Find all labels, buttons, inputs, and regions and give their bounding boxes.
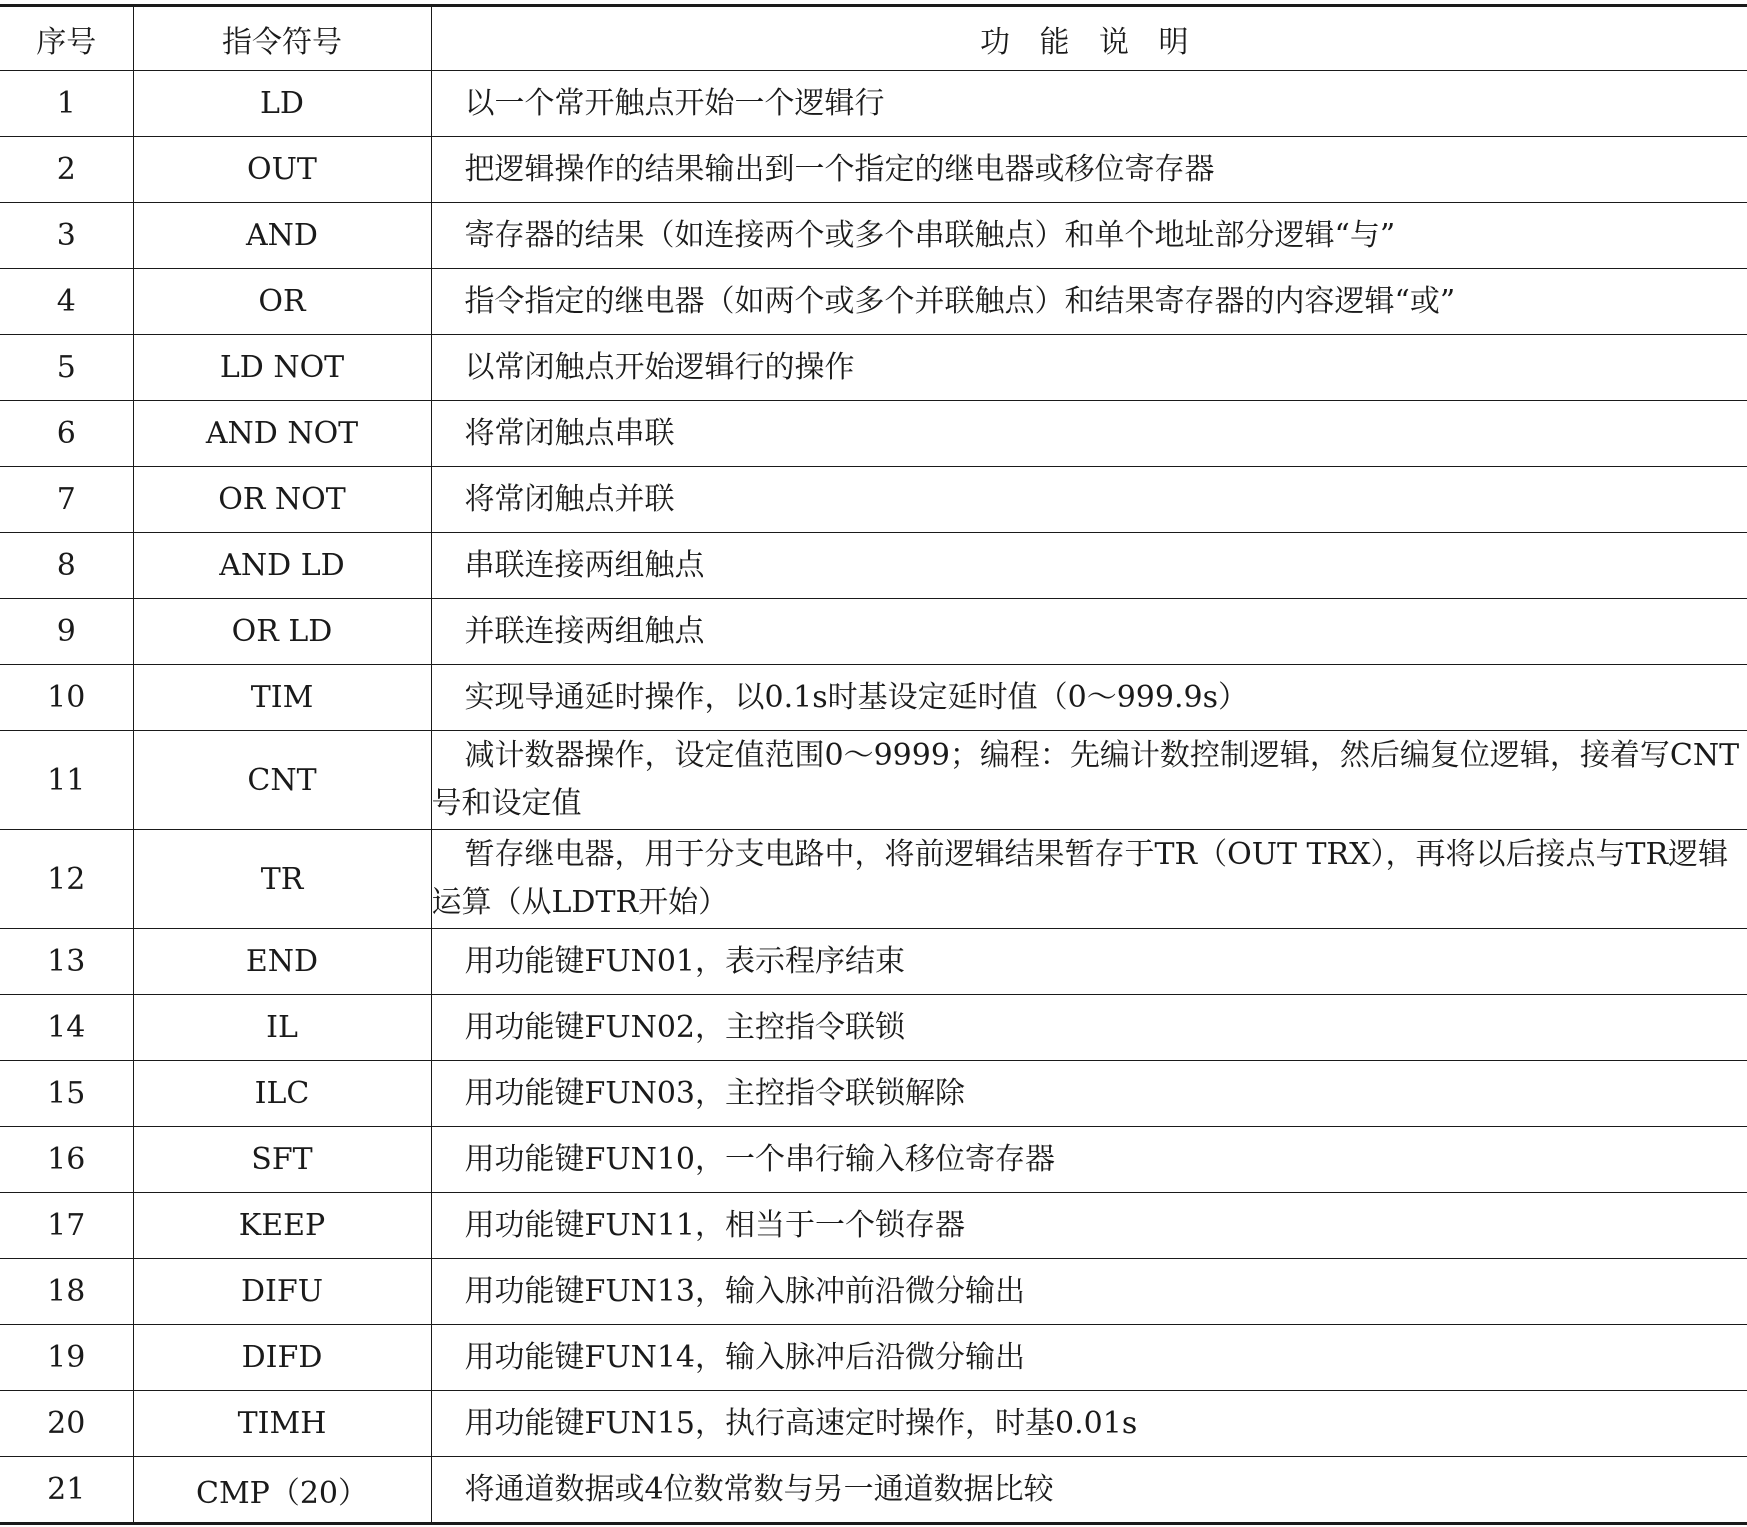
- cell-description: 用功能键FUN01，表示程序结束: [431, 929, 1747, 995]
- cell-description: 减计数器操作，设定值范围0～9999；编程：先编计数控制逻辑，然后编复位逻辑，接着写CNT号和设定值: [431, 731, 1747, 830]
- cell-symbol: OR NOT: [133, 467, 431, 533]
- cell-symbol: OR: [133, 269, 431, 335]
- cell-symbol: AND LD: [133, 533, 431, 599]
- table-row: [0, 467, 1747, 533]
- header-description: 功 能 说 明: [431, 6, 1747, 71]
- cell-description: 把逻辑操作的结果输出到一个指定的继电器或移位寄存器: [431, 137, 1747, 203]
- cell-symbol: CNT: [133, 731, 431, 830]
- table-row: [0, 269, 1747, 335]
- table-row: [0, 665, 1747, 731]
- table-row: [0, 1259, 1747, 1325]
- cell-description: 将常闭触点并联: [431, 467, 1747, 533]
- cell-symbol: DIFU: [133, 1259, 431, 1325]
- cell-symbol: CMP（20）: [133, 1457, 431, 1524]
- cell-no: 15: [0, 1061, 133, 1127]
- cell-symbol: OR LD: [133, 599, 431, 665]
- table-row: [0, 1325, 1747, 1391]
- cell-symbol: TIMH: [133, 1391, 431, 1457]
- cell-no: 6: [0, 401, 133, 467]
- cell-description: 用功能键FUN14，输入脉冲后沿微分输出: [431, 1325, 1747, 1391]
- cell-symbol: LD: [133, 71, 431, 137]
- cell-description: 将通道数据或4位数常数与另一通道数据比较: [431, 1457, 1747, 1524]
- cell-symbol: LD NOT: [133, 335, 431, 401]
- table-body: [0, 71, 1747, 1524]
- table-row: [0, 335, 1747, 401]
- cell-symbol: OUT: [133, 137, 431, 203]
- cell-no: 3: [0, 203, 133, 269]
- cell-description: 用功能键FUN03，主控指令联锁解除: [431, 1061, 1747, 1127]
- cell-description: 用功能键FUN15，执行高速定时操作，时基0.01s: [431, 1391, 1747, 1457]
- cell-symbol: END: [133, 929, 431, 995]
- cell-no: 11: [0, 731, 133, 830]
- cell-description: 并联连接两组触点: [431, 599, 1747, 665]
- cell-description: 用功能键FUN11，相当于一个锁存器: [431, 1193, 1747, 1259]
- cell-description: 以一个常开触点开始一个逻辑行: [431, 71, 1747, 137]
- cell-symbol: TR: [133, 830, 431, 929]
- header-row: [0, 6, 1747, 71]
- table-row: [0, 599, 1747, 665]
- cell-no: 2: [0, 137, 133, 203]
- cell-description: 用功能键FUN10，一个串行输入移位寄存器: [431, 1127, 1747, 1193]
- cell-no: 20: [0, 1391, 133, 1457]
- table-row: [0, 1457, 1747, 1524]
- cell-no: 19: [0, 1325, 133, 1391]
- cell-symbol: AND: [133, 203, 431, 269]
- header-no: 序号: [0, 6, 133, 71]
- cell-no: 12: [0, 830, 133, 929]
- cell-symbol: DIFD: [133, 1325, 431, 1391]
- table-row: [0, 1391, 1747, 1457]
- table-row: [0, 137, 1747, 203]
- cell-symbol: TIM: [133, 665, 431, 731]
- cell-description: 以常闭触点开始逻辑行的操作: [431, 335, 1747, 401]
- cell-no: 13: [0, 929, 133, 995]
- table-row: [0, 731, 1747, 830]
- cell-no: 18: [0, 1259, 133, 1325]
- cell-no: 10: [0, 665, 133, 731]
- cell-symbol: IL: [133, 995, 431, 1061]
- table-row: [0, 995, 1747, 1061]
- table-header: [0, 6, 1747, 71]
- instruction-table: [0, 4, 1747, 1525]
- cell-description: 指令指定的继电器（如两个或多个并联触点）和结果寄存器的内容逻辑“或”: [431, 269, 1747, 335]
- cell-no: 8: [0, 533, 133, 599]
- cell-description: 用功能键FUN02，主控指令联锁: [431, 995, 1747, 1061]
- table-row: [0, 533, 1747, 599]
- cell-no: 14: [0, 995, 133, 1061]
- cell-no: 7: [0, 467, 133, 533]
- table-row: [0, 1127, 1747, 1193]
- cell-no: 4: [0, 269, 133, 335]
- table-row: [0, 1193, 1747, 1259]
- header-symbol: 指令符号: [133, 6, 431, 71]
- cell-no: 5: [0, 335, 133, 401]
- cell-no: 16: [0, 1127, 133, 1193]
- table-row: [0, 830, 1747, 929]
- table-row: [0, 929, 1747, 995]
- cell-symbol: AND NOT: [133, 401, 431, 467]
- cell-symbol: SFT: [133, 1127, 431, 1193]
- cell-symbol: ILC: [133, 1061, 431, 1127]
- table-row: [0, 401, 1747, 467]
- cell-symbol: KEEP: [133, 1193, 431, 1259]
- cell-description: 实现导通延时操作，以0.1s时基设定延时值（0～999.9s）: [431, 665, 1747, 731]
- cell-no: 1: [0, 71, 133, 137]
- cell-description: 暂存继电器，用于分支电路中，将前逻辑结果暂存于TR（OUT TRX），再将以后接点与TR逻辑运算（从LDTR开始）: [431, 830, 1747, 929]
- table-row: [0, 203, 1747, 269]
- cell-description: 将常闭触点串联: [431, 401, 1747, 467]
- cell-no: 17: [0, 1193, 133, 1259]
- cell-description: 寄存器的结果（如连接两个或多个串联触点）和单个地址部分逻辑“与”: [431, 203, 1747, 269]
- cell-description: 用功能键FUN13，输入脉冲前沿微分输出: [431, 1259, 1747, 1325]
- cell-no: 9: [0, 599, 133, 665]
- cell-description: 串联连接两组触点: [431, 533, 1747, 599]
- table-row: [0, 1061, 1747, 1127]
- table-row: [0, 71, 1747, 137]
- cell-no: 21: [0, 1457, 133, 1524]
